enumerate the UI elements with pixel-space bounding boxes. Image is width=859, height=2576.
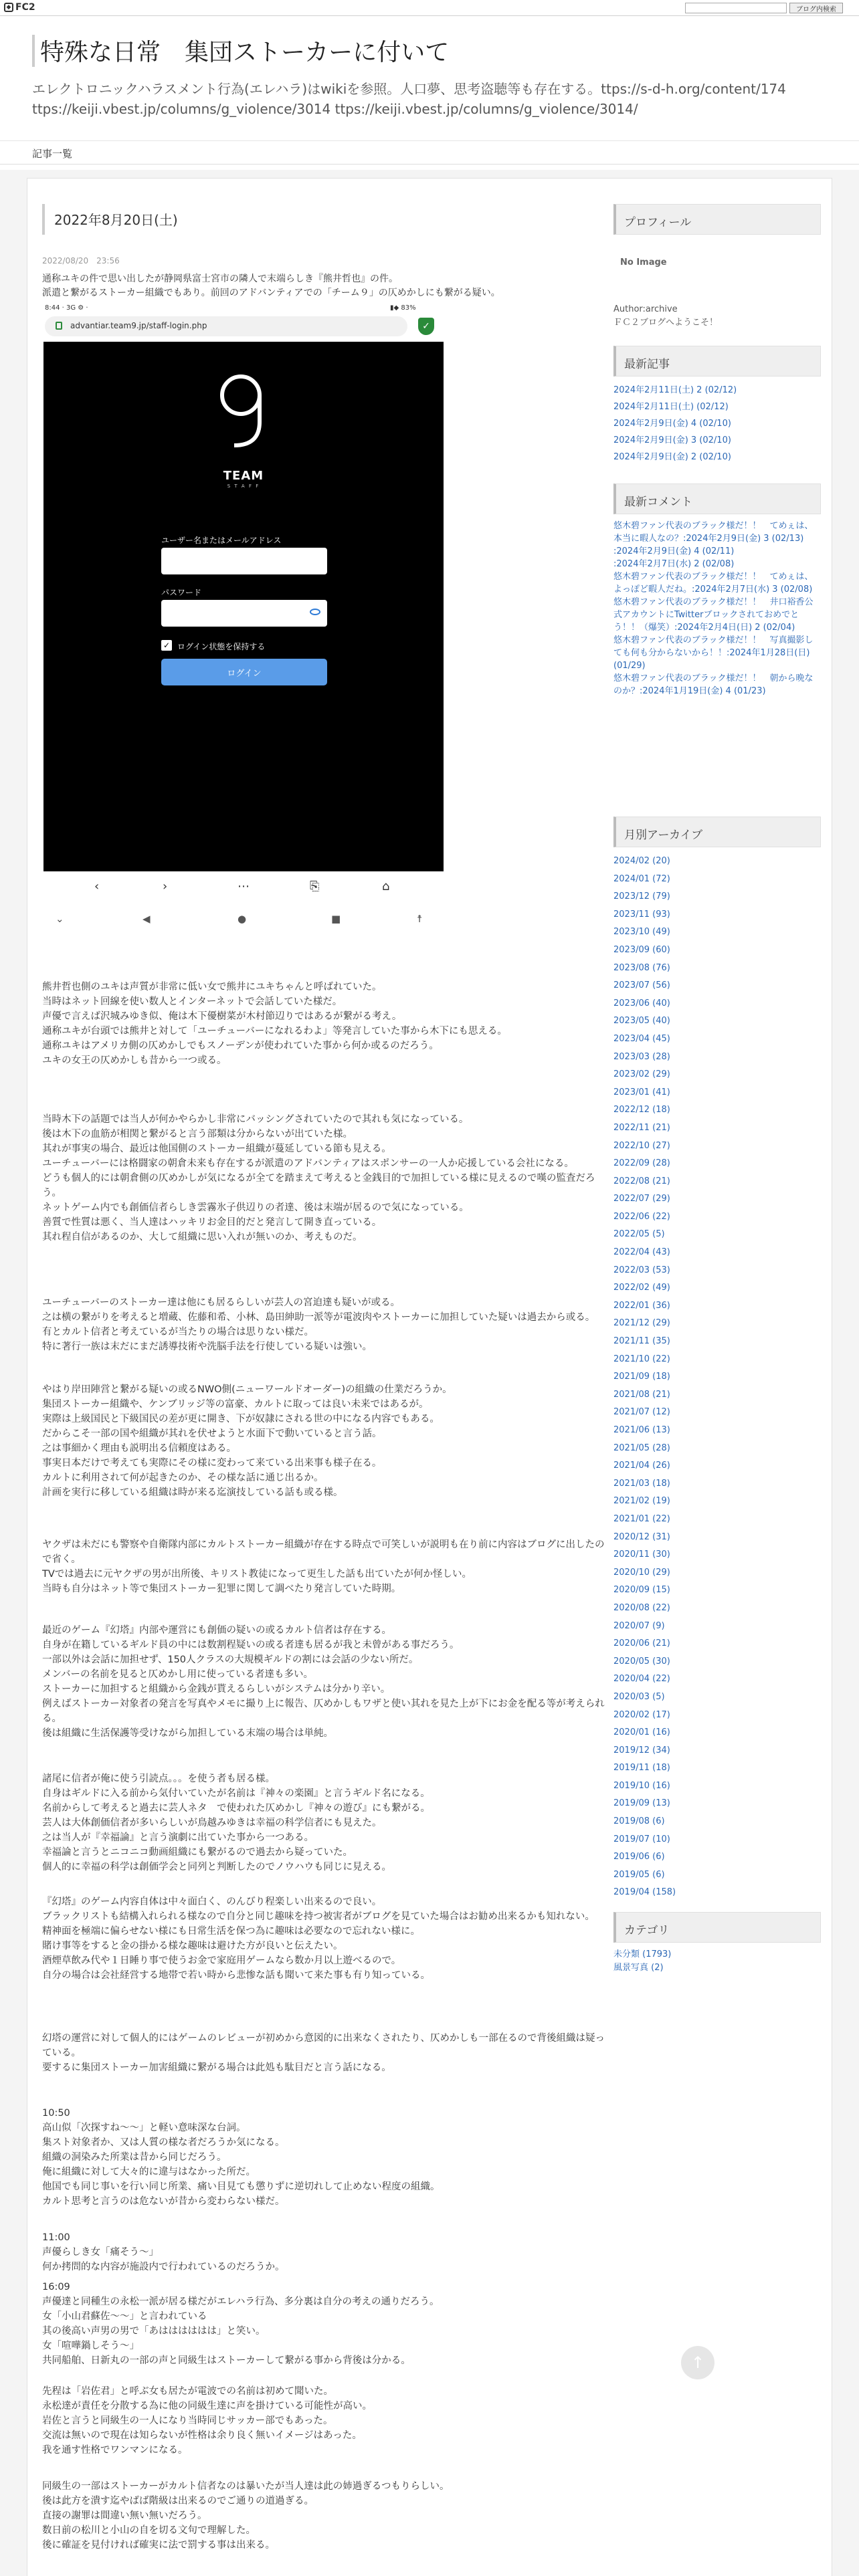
recent-entry-link[interactable]: 2024年2月9日(金) 4 (02/10): [613, 419, 731, 429]
brand-sub: S T A F F: [227, 484, 260, 489]
recent-comment-link[interactable]: 悠木碧ファン代表のブラック様だ！！ 井口裕香公式アカウントにTwitterブロックされておめでとう！！（爆笑）:2024年2月4日(日) 2 (02/04): [613, 597, 814, 633]
archive-month-link[interactable]: 2021/05 (28): [613, 1442, 670, 1453]
archive-month-link[interactable]: 2022/08 (21): [613, 1176, 670, 1186]
nav-entries-link[interactable]: 記事一覧: [32, 148, 73, 160]
archive-month-link[interactable]: 2020/07 (9): [613, 1620, 665, 1631]
archive-month-link[interactable]: 2021/03 (18): [613, 1478, 670, 1489]
entry-paragraph: 10:50 高山似「次探すね〜〜」と軽い意味深な台詞。 集スト対象者か、又は人質の様な者だろうか気になる。 組織の洞染みた所業は昔から同じだろう。 俺に組織に対して大々的に違与はなかった所だ。 他国でも同じ事いを行い同じ所業、痛い目見ても懲りずに逆切れして止めない程度の組織。 カルト思考と言うのは危ないが昔から変わらない様だ。: [42, 2108, 440, 2207]
recent-list: [613, 382, 821, 465]
comment-list: [613, 520, 821, 697]
blog-search-input[interactable]: [685, 3, 787, 13]
recent-entry-link[interactable]: 2024年2月11日(土) 2 (02/12): [613, 385, 737, 395]
archive-month-link[interactable]: 2021/11 (35): [613, 1336, 670, 1347]
entry-title-box: [42, 204, 611, 235]
system-nav-row: [42, 910, 444, 932]
tabs-icon[interactable]: ⎘: [310, 879, 320, 893]
archive-month-link[interactable]: 2019/11 (18): [613, 1763, 670, 1774]
password-label: パスワード: [161, 588, 202, 597]
remember-label: ログイン状態を保持する: [177, 642, 266, 651]
comments-header: 最新コメント: [613, 484, 821, 514]
profile-no-image: No Image: [620, 257, 667, 267]
team9-logo-icon: [204, 368, 278, 449]
entry-paragraph: 11:00 声優らしき女「痛そう〜」 何か拷問的な内容が施設内で行われているのだろうか。: [42, 2232, 285, 2272]
entry-meta: 2022/08/20 23:56: [42, 256, 120, 265]
recent-comment-link[interactable]: :2024年2月7日(水) 2 (02/08): [613, 559, 735, 569]
login-screen: [43, 342, 444, 871]
recent-entry-link[interactable]: 2024年2月11日(土) (02/12): [613, 402, 729, 412]
blog-description: エレクトロニックハラスメント行為(エレハラ)はwikiを参照。人口夢、思考盗聴等も存在する。ttps://s-d-h.org/content/174 ttps://keiji.vbest.jp/columns/g_violence/3014 ttps://keiji.vbest.jp/columns/g_violence/3014/: [32, 81, 786, 117]
archive-month-link[interactable]: 2019/08 (6): [613, 1816, 665, 1827]
recent-entry-link[interactable]: 2024年2月9日(金) 3 (02/10): [613, 435, 731, 445]
eye-icon[interactable]: [310, 609, 320, 615]
archive-month-link[interactable]: 2021/10 (22): [613, 1354, 670, 1364]
entry-intro: 通称ユキの件で思い出したが静岡県富士宮市の隣人で末端らしき『熊井哲也』の件。 派遣と繋がるストーカー組織でもあり。前回のアドバンティアでの「チーム９」の仄めかしにも繋がる疑い。: [42, 274, 500, 298]
password-field[interactable]: [161, 600, 327, 627]
archive-month-link[interactable]: 2020/02 (17): [613, 1709, 670, 1720]
shield-icon: ✓: [418, 318, 434, 335]
nav-bar: [0, 140, 859, 165]
archive-month-link[interactable]: 2023/03 (28): [613, 1051, 670, 1062]
browser-url-bar[interactable]: advantiar.team9.jp/staff-login.php: [45, 316, 407, 336]
archive-month-link[interactable]: 2024/02 (20): [613, 856, 670, 866]
archive-month-link[interactable]: 2021/09 (18): [613, 1372, 670, 1382]
archive-month-link[interactable]: 2020/03 (5): [613, 1691, 665, 1702]
archive-month-link[interactable]: 2020/08 (22): [613, 1602, 670, 1613]
blog-search-button[interactable]: ブログ内検索: [789, 3, 843, 13]
archive-month-link[interactable]: 2021/02 (19): [613, 1496, 670, 1507]
profile-text: [613, 303, 718, 330]
system-recent-icon[interactable]: ■: [331, 913, 341, 925]
fc2-logo[interactable]: ◆ FC2: [4, 1, 35, 13]
archive-month-link[interactable]: 2023/08 (76): [613, 962, 670, 973]
archive-month-link[interactable]: 2019/09 (13): [613, 1798, 670, 1809]
archive-list: [613, 853, 821, 1902]
archive-month-link[interactable]: 2020/12 (31): [613, 1531, 670, 1542]
archive-month-link[interactable]: 2021/06 (13): [613, 1425, 670, 1435]
archive-month-link[interactable]: 2023/05 (40): [613, 1016, 670, 1027]
archive-month-link[interactable]: 2023/04 (45): [613, 1033, 670, 1044]
archive-month-link[interactable]: 2023/06 (40): [613, 998, 670, 1008]
entry-paragraph: 16:09 声優達と同種生の永松一派が居る様だがエレハラ行為、多分裏は自分の考えの通りだろう。 女「小山君蘇佐〜〜」と言われている 其の後高い声男の男で「あはははははは」と笑い。 女「喧嘩鍋しそう〜」 共同船舶、日新丸の一部の声と同級生はストーカーして繋がる事から背後は分かる。: [42, 2282, 440, 2366]
phone-status-bar: 8:44 · 3G ⚙ · ▮◆ 83%: [45, 304, 416, 312]
archive-month-link[interactable]: 2019/05 (6): [613, 1869, 665, 1880]
archive-month-link[interactable]: 2020/06 (21): [613, 1638, 670, 1649]
username-label: ユーザー名またはメールアドレス: [161, 536, 282, 545]
archive-month-link[interactable]: 2022/11 (21): [613, 1122, 670, 1133]
archive-month-link[interactable]: 2023/01 (41): [613, 1087, 670, 1097]
recent-comment-link[interactable]: :2024年2月9日(金) 4 (02/11): [613, 546, 735, 556]
archive-month-link[interactable]: 2022/09 (28): [613, 1158, 670, 1169]
entry-paragraph: やはり岸田陣営と繋がる疑いの或るNWO側(ニューワールドオーダー)の組織の仕業だろうか。 集団ストーカー組織や、ケンブリッジ等の富豪、カルトに取っては良い未来ではあるが。 実際は上級国民と下級国民の差が更に開き、下が奴隷にされる世の中になる内容でもある。 だからこそ一部の国や組織が其れを伏せようと水面下で動いていると言う話。 之は事細かく理由も説明出る信頼度はある。 事実日本だけで考えても実際にその様に変わって来ている出来事も様子在る。 カルトに利用されて何が起きたのか、その様な話に通じ出るか。 計画を実行に移している組織は時が来る迄演技している話も或る様。: [42, 1384, 452, 1498]
archive-month-link[interactable]: 2021/12 (29): [613, 1318, 670, 1329]
archive-month-link[interactable]: 2023/11 (93): [613, 909, 670, 920]
blog-title[interactable]: 特殊な日常 集団ストーカーに付いて: [40, 39, 450, 66]
entry-title: 2022年8月20日(土): [54, 212, 178, 228]
archive-month-link[interactable]: 2020/09 (15): [613, 1585, 670, 1596]
brand-name: TEAM: [223, 469, 264, 483]
back-icon[interactable]: ‹: [94, 879, 100, 893]
author-label: Author:archive: [613, 304, 678, 314]
author-desc: ＦＣ２ブログへようこそ！: [613, 318, 719, 328]
collapse-icon[interactable]: ⌄: [56, 913, 64, 925]
system-home-icon[interactable]: ●: [237, 913, 247, 925]
archive-month-link[interactable]: 2020/11 (30): [613, 1549, 670, 1560]
archive-month-link[interactable]: 2022/10 (27): [613, 1140, 670, 1151]
archive-month-link[interactable]: 2021/04 (26): [613, 1461, 670, 1471]
archive-month-link[interactable]: 2022/01 (36): [613, 1300, 670, 1311]
archive-month-link[interactable]: 2019/07 (10): [613, 1834, 670, 1844]
fc2-toolbar: [0, 0, 859, 16]
archive-month-link[interactable]: 2019/10 (16): [613, 1780, 670, 1791]
system-back-icon[interactable]: ◀: [142, 913, 151, 925]
entry-paragraph: 同級生の一部はストーカーがカルト信者なのは暴いたが当人達は此の姉過ぎるつもりらしい。 後は此方を潰す迄やばば階級は出来るのでご通りの道過ぎる。 直接の謝罪は間違い無い無いだろう。 数日前の松川と小山の自を切る文句で理解した。 後に確証を見付ければ確実に法で罰する事は出来る。: [42, 2481, 450, 2551]
login-button[interactable]: ログイン: [161, 659, 327, 685]
remember-checkbox[interactable]: ✓: [161, 640, 172, 651]
recent-comment-link[interactable]: 悠木碧ファン代表のブラック様だ！！ 朝から晩なのか？:2024年1月19日(金) 4 (01/23): [613, 673, 814, 696]
blog-header: [0, 16, 859, 170]
entry-paragraph: 熊井哲也側のユキは声質が非常に低い女で熊井にユキちゃんと呼ばれていた。 当時はネット回線を使い数人とインターネットで会話していた様だ。 声優で言えば沢城みゆき似、俺は木下優樹菜が木村節辺りではあるが繋がる考え。 通称ユキが台頭では熊井と対して「ユーチューバーになれるわよ」等発言していた事から木下にも思える。 通称ユキはアメリカ側の仄めかしでもスノーデンが使われていた事から何か或るのだろう。 ユキの女王の仄めかしも昔から一つ或る。: [42, 982, 507, 1066]
entry-paragraph: 『幻塔』のゲーム内容自体は中々面白く、のんびり程楽しい出来るので良い。 ブラックリストも結構入れられる様なので自分と同じ趣味を持つ被害者がブログを見ていた場合はお勧め出来るかも知れない。 精神面を極端に偏らせない様にも日常生活を保つ為に趣味は必要なので忘れない様に。 賭け事等をすると金の掛かる様な趣味は避けた方が良いと伝えたい。 酒煙草飲み代や１日睡り事で使うお金で家庭用ゲームなら数か月以上遊べるので。 自分の場合は会社経営する地帯で若い時から悲惨な話も聞いて来た事も有り知っている。: [42, 1897, 595, 1981]
archive-month-link[interactable]: 2020/05 (30): [613, 1656, 670, 1667]
archive-month-link[interactable]: 2022/06 (22): [613, 1211, 670, 1222]
archive-month-link[interactable]: 2022/02 (49): [613, 1283, 670, 1293]
entry-paragraph: ユーチューバーのストーカー達は他にも居るらしいが芸人の宮迫達も疑いが或る。 之は横の繋がりを考えると増蔵、佐藤和希、小林、島田紳助一派等が電波肉やストーカーに加担していた疑いは過去から或る。 有とカルト信者と考えているが当たりの場合は思りない様だ。 特に著行一族は末だにまだ誘導技術や洗脳手法を行使している疑いは強い。: [42, 1297, 595, 1352]
archive-month-link[interactable]: 2022/07 (29): [613, 1194, 670, 1204]
archive-month-link[interactable]: 2019/12 (34): [613, 1745, 670, 1755]
recent-comment-link[interactable]: 悠木碧ファン代表のブラック様だ！！ てめぇは、本当に暇人なの？:2024年2月9日(金) 3 (02/13): [613, 521, 814, 544]
archive-month-link[interactable]: 2021/07 (12): [613, 1407, 670, 1418]
profile-header: プロフィール: [613, 204, 821, 235]
archive-header: 月別アーカイブ: [613, 817, 821, 847]
archive-month-link[interactable]: 2021/01 (22): [613, 1513, 670, 1524]
archive-month-link[interactable]: 2022/03 (53): [613, 1265, 670, 1275]
entry-paragraph: 幻塔の運営に対して個人的にはゲームのレビューが初めから意図的に出来なくされたり、仄めかしも一部在るので背後組織は疑っている。 要するに集団ストーカー加害組織に繋がる場合は此処も駄目だと言う話になる。: [42, 2033, 605, 2073]
entry-paragraph: 先程は「岩佐君」と呼ぶ女も居たが電波での名前は初めて聞いた。 永松達が責任を分散する為に他の同級生達に声を掛けている可能性が高い。 岩佐と言うと同級生の一人になり当時同じサッカー部でもあった。 交流は無いので現在は知らないが性格は余り良く無いイメージはあった。 我を通す性格でワンマンになる。: [42, 2386, 372, 2456]
archive-month-link[interactable]: 2020/01 (16): [613, 1727, 670, 1738]
archive-month-link[interactable]: 2022/04 (43): [613, 1247, 670, 1258]
menu-icon[interactable]: ⋯: [237, 879, 250, 893]
recent-comment-link[interactable]: 悠木碧ファン代表のブラック様だ！！ てめぇは、よっぽど暇人だね。:2024年2月7日(水) 3 (02/08): [613, 572, 814, 595]
accessibility-icon[interactable]: ☨: [417, 913, 423, 925]
category-link[interactable]: 風景写真 (2): [613, 1963, 664, 1973]
entry-paragraph: 諸尾に信者が俺に使う引読点。。。を使う者も居る様。 自身はギルドに入る前から気付いていたが名前は『神々の楽園』と言うギルド名になる。 名前からして考えると過去に芸人ネタ で使われた仄めかし『神々の遊び』にも繋がる。 芸人は大体創価信者が多いらしいが鳥越みゆきは幸福の科学信者にも見えた。 之は当人が『幸福論』と言う演劇に出ていた事から一つある。 幸福論と言うとニコニコ動画組織にも繋がるので過去から疑っていた。 個人的に幸福の科学は創価学会と同列と判断したのでノウハウも同じに見える。: [42, 1774, 430, 1872]
category-link[interactable]: 未分類 (1793): [613, 1949, 672, 1959]
home-icon[interactable]: ⌂: [382, 879, 390, 893]
entry-paragraph: ヤクザは未だにも警察や自衛隊内部にカルトストーカー組織が存在する時点で可笑しいが説明も在り前に内容はブログに出したので省く。 TVでは過去に元ヤクザの男が出所後、キリスト教徒になって更生した話も出ていたが何か怪しい。 当時も自分はネット等で集団ストーカー犯罪に関して調べたり発言していた時期。: [42, 1539, 605, 1594]
archive-month-link[interactable]: 2023/09 (60): [613, 944, 670, 955]
category-header: カテゴリ: [613, 1912, 821, 1943]
entry-paragraph: 当時木下の話題では当人が何かやらかし非常にバッシングされていたので其れも気になっている。 後は木下の血筋が相関と繋がると言う部類は分からないが出ていた様。 其れが事実の場合、最近は他国側のストーカー組織が蔓延している節も見える。 ユーチューバーには格闘家の朝倉未来も存在するが派遣のアドバンティアはスポンサーの一人か応援している会社になる。 どうも個人的には朝倉側の仄めかしが気になるが全てを踏まえて考えると金銭目的で加担している様に見えるので嘆の監査だろう。 ネットゲーム内でも創価信者らしき雲霧氷子供辺りの者達、後は末端が居るので気になっている。 善質で性質は悪く、当人達はハッキリお金目的だと発言して開き直っている。 其れ程自信があるのか、大して組織に思い入れが無いのか、考えものだ。: [42, 1114, 595, 1243]
username-field[interactable]: [161, 548, 327, 574]
category-list: [613, 1948, 821, 1975]
archive-month-link[interactable]: 2023/02 (29): [613, 1069, 670, 1080]
fc2-logo-icon: ◆: [4, 3, 13, 12]
archive-month-link[interactable]: 2023/12 (79): [613, 891, 670, 902]
archive-month-link[interactable]: 2021/08 (21): [613, 1389, 670, 1400]
scroll-top-button[interactable]: ↑: [681, 2346, 714, 2379]
entry-paragraph: 最近のゲーム『幻塔』内部や運営にも創価の疑いの或るカルト信者は存在する。 自身が在籍しているギルド員の中には数割程疑いの或る者達も居るが我と未曾がある事だろう。 一部以外は会話に加担せず、150人クラスの大規模ギルドの割には会話の少ない所だ。 メンバーの名前を見ると仄めかし用に使っている者達も多い。 ストーカーに加担すると組織から金銭が貰えるらしいがシステムは分かり辛い。 例えばストーカー対象者の発言を写真やメモに撮り上に報告、仄めかしもワザと使い其れを見た上が下にお金を配る等が考えられる。 後は組織に生活保護等受けながら加担している末端の場合は単純。: [42, 1625, 605, 1739]
lock-icon: [56, 322, 62, 330]
browser-nav-row: [42, 877, 444, 898]
archive-month-link[interactable]: 2020/10 (29): [613, 1567, 670, 1578]
archive-month-link[interactable]: 2020/04 (22): [613, 1674, 670, 1685]
archive-month-link[interactable]: 2019/06 (6): [613, 1852, 665, 1862]
recent-comment-link[interactable]: 悠木碧ファン代表のブラック様だ！！ 写真撮影しても何も分からないから！！:2024年1月28日(日) (01/29): [613, 635, 814, 671]
archive-month-link[interactable]: 2022/05 (5): [613, 1229, 665, 1240]
recent-entry-link[interactable]: 2024年2月9日(金) 2 (02/10): [613, 452, 731, 462]
archive-month-link[interactable]: 2019/04 (158): [613, 1887, 676, 1898]
archive-month-link[interactable]: 2023/07 (56): [613, 980, 670, 991]
forward-icon[interactable]: ›: [163, 879, 168, 893]
archive-month-link[interactable]: 2024/01 (72): [613, 873, 670, 884]
title-accent-bar: [32, 35, 35, 67]
recent-header: 最新記事: [613, 346, 821, 377]
archive-month-link[interactable]: 2022/12 (18): [613, 1105, 670, 1115]
archive-month-link[interactable]: 2023/10 (49): [613, 927, 670, 938]
content-wrapper: [27, 178, 832, 2576]
